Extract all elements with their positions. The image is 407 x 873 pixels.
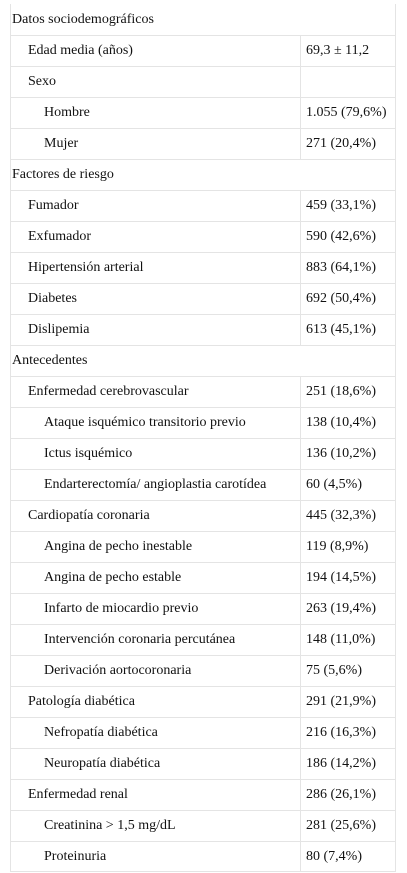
table-row xyxy=(10,531,396,562)
row-value: 883 (64,1%) xyxy=(301,253,396,283)
row-value: 216 (16,3%) xyxy=(301,718,396,748)
row-value: 263 (19,4%) xyxy=(301,594,396,624)
row-value: 291 (21,9%) xyxy=(301,687,396,717)
table-row xyxy=(10,593,396,624)
row-label: Creatinina > 1,5 mg/dL xyxy=(11,811,301,841)
table-row xyxy=(10,655,396,686)
row-label: Enfermedad cerebrovascular xyxy=(11,377,301,407)
section-title: Antecedentes xyxy=(11,346,396,376)
row-label: Cardiopatía coronaria xyxy=(11,501,301,531)
row-value: 286 (26,1%) xyxy=(301,780,396,810)
row-value: 80 (7,4%) xyxy=(301,842,396,871)
row-label: Sexo xyxy=(11,67,301,97)
row-label: Intervención coronaria percutánea xyxy=(11,625,301,655)
table-row xyxy=(10,748,396,779)
table-row xyxy=(10,841,396,872)
row-label: Ataque isquémico transitorio previo xyxy=(11,408,301,438)
row-label: Mujer xyxy=(11,129,301,159)
table-row xyxy=(10,438,396,469)
row-value: 60 (4,5%) xyxy=(301,470,396,500)
row-value: 148 (11,0%) xyxy=(301,625,396,655)
table-row xyxy=(10,562,396,593)
row-value: 186 (14,2%) xyxy=(301,749,396,779)
row-label: Diabetes xyxy=(11,284,301,314)
row-value: 136 (10,2%) xyxy=(301,439,396,469)
row-label: Dislipemia xyxy=(11,315,301,345)
row-value: 692 (50,4%) xyxy=(301,284,396,314)
row-value: 251 (18,6%) xyxy=(301,377,396,407)
table-row xyxy=(10,128,396,159)
row-label: Infarto de miocardio previo xyxy=(11,594,301,624)
row-value: 119 (8,9%) xyxy=(301,532,396,562)
table-row xyxy=(10,376,396,407)
table-row xyxy=(10,810,396,841)
section-header xyxy=(10,159,396,190)
table-row xyxy=(10,469,396,500)
table-row xyxy=(10,314,396,345)
table-row xyxy=(10,252,396,283)
row-label: Fumador xyxy=(11,191,301,221)
row-value: 69,3 ± 11,2 xyxy=(301,36,396,66)
table-row xyxy=(10,97,396,128)
row-label: Hipertensión arterial xyxy=(11,253,301,283)
row-value xyxy=(301,67,396,97)
row-value: 590 (42,6%) xyxy=(301,222,396,252)
table-row xyxy=(10,221,396,252)
row-label: Exfumador xyxy=(11,222,301,252)
row-value: 194 (14,5%) xyxy=(301,563,396,593)
row-label: Endarterectomía/ angioplastia carotídea xyxy=(11,470,301,500)
table-row xyxy=(10,35,396,66)
section-header xyxy=(10,4,396,35)
row-label: Nefropatía diabética xyxy=(11,718,301,748)
table-row xyxy=(10,500,396,531)
row-label: Hombre xyxy=(11,98,301,128)
row-label: Enfermedad renal xyxy=(11,780,301,810)
baseline-characteristics-table xyxy=(10,4,396,872)
row-label: Neuropatía diabética xyxy=(11,749,301,779)
table-row xyxy=(10,190,396,221)
row-label: Angina de pecho inestable xyxy=(11,532,301,562)
row-value: 1.055 (79,6%) xyxy=(301,98,396,128)
table-row xyxy=(10,779,396,810)
row-label: Ictus isquémico xyxy=(11,439,301,469)
row-value: 613 (45,1%) xyxy=(301,315,396,345)
row-value: 75 (5,6%) xyxy=(301,656,396,686)
row-label: Angina de pecho estable xyxy=(11,563,301,593)
row-label: Derivación aortocoronaria xyxy=(11,656,301,686)
table-row xyxy=(10,717,396,748)
table-row xyxy=(10,283,396,314)
row-value: 445 (32,3%) xyxy=(301,501,396,531)
section-title: Factores de riesgo xyxy=(11,160,396,190)
row-label: Patología diabética xyxy=(11,687,301,717)
row-value: 271 (20,4%) xyxy=(301,129,396,159)
row-label: Proteinuria xyxy=(11,842,301,871)
row-value: 459 (33,1%) xyxy=(301,191,396,221)
table-row xyxy=(10,407,396,438)
section-title: Datos sociodemográficos xyxy=(11,4,396,35)
section-header xyxy=(10,345,396,376)
table-row xyxy=(10,624,396,655)
row-value: 281 (25,6%) xyxy=(301,811,396,841)
table-row xyxy=(10,686,396,717)
row-label: Edad media (años) xyxy=(11,36,301,66)
row-value: 138 (10,4%) xyxy=(301,408,396,438)
table-row xyxy=(10,66,396,97)
